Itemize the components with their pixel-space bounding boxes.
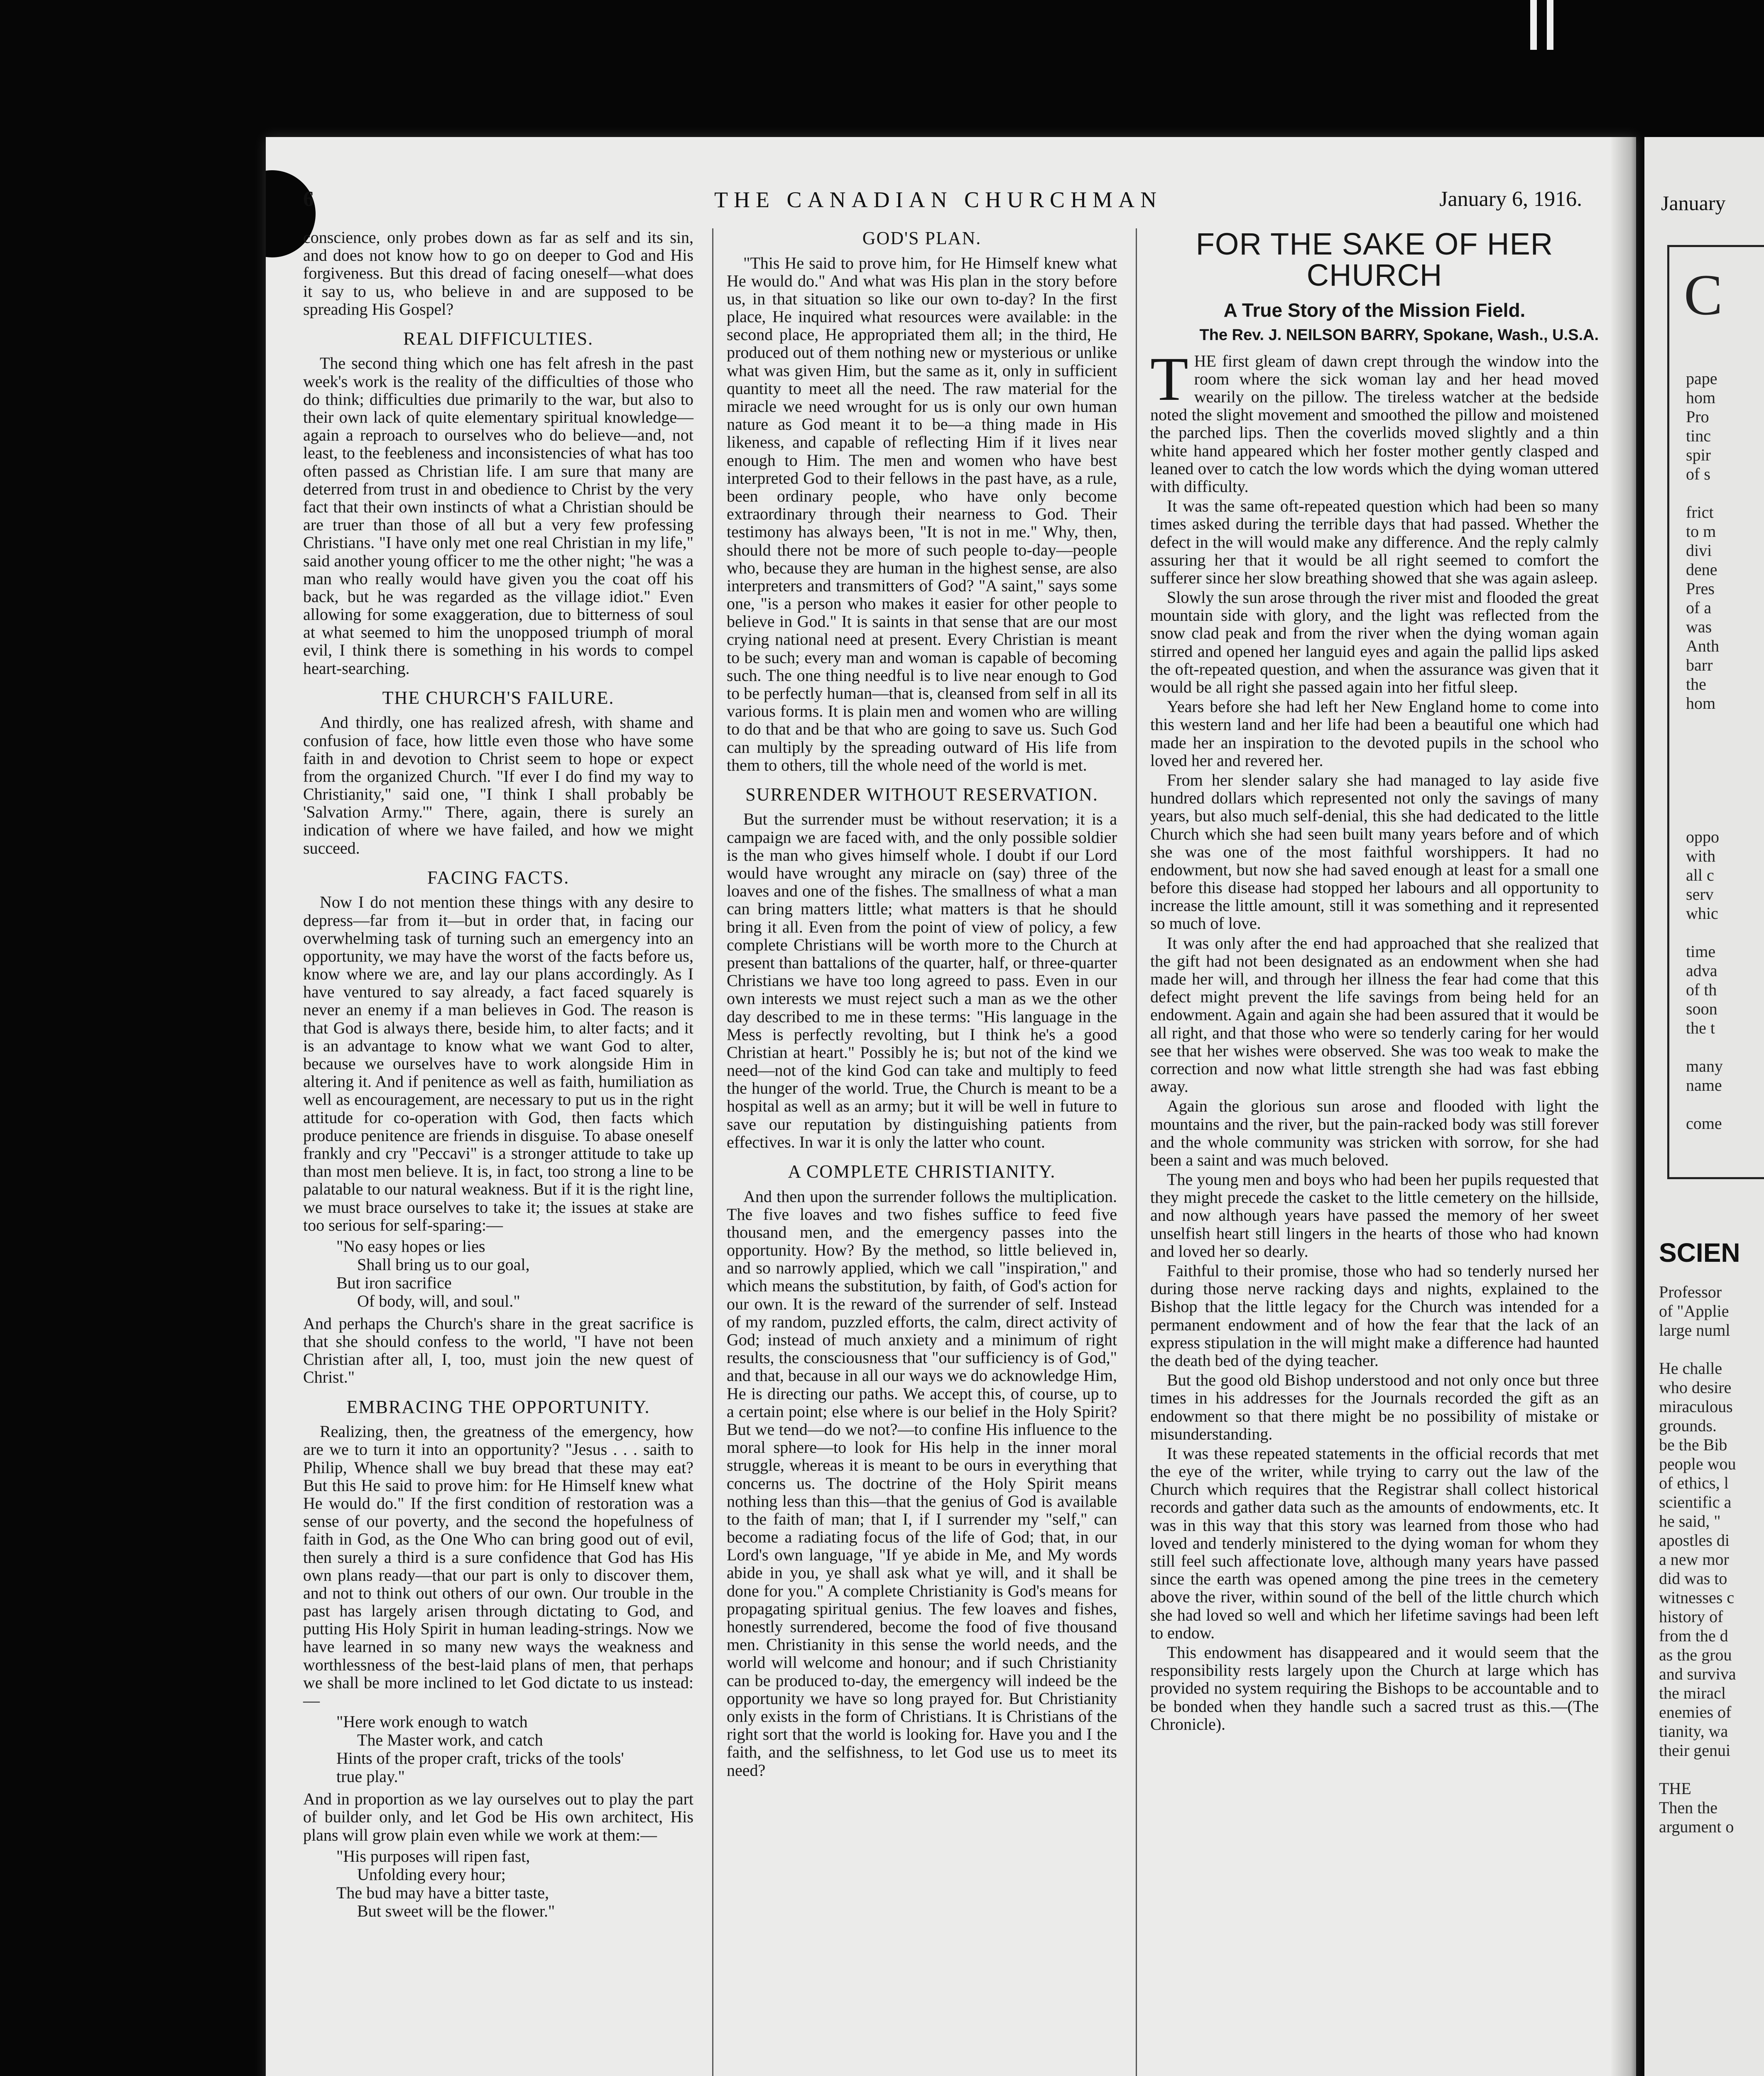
verse-line: true play.": [336, 1767, 405, 1786]
section-heading: A COMPLETE CHRISTIANITY.: [788, 1161, 1056, 1182]
paragraph: It was only after the end had approached that she realized that the gift had not been designated as an endowment when she had made her will, and through her illness the fear had come that this defect might prevent the life savings from being held for an endowment. Again and again she had been assured that it would be all right, and that those who were so tenderly caring for her would see that her wishes were observed. She was too weak to make the correction and now what little strength she had was fast ebbing away.: [1150, 933, 1599, 1096]
page-number: 6: [303, 187, 314, 211]
paragraph: This endowment has disappeared and it would seem that the responsibility rests largely upon the Church at large which has provided no system requiring the Bishops to be accountable and to be bonded when they handle such a sacred trust as this.—(The Chronicle).: [1150, 1643, 1599, 1733]
paragraph: Slowly the sun arose through the river mist and flooded the great mountain side with glory, and the light was reflected from the snow clad peak and from the river when the dying woman again stirred and opened her languid eyes and again the pallid lips asked the oft-repeated question, and when the assurance was given that it would be all right she passed again into her fitful sleep.: [1150, 588, 1599, 697]
article-title: FOR THE SAKE OF HER CHURCH: [1196, 227, 1553, 293]
adjacent-page-heading: SCIEN: [1659, 1238, 1740, 1268]
paragraph: The second thing which one has felt afresh in the past week's work is the reality of the difficulties of those who do think; difficulties due primarily to the war, but also to their own lack of quite elementary spiritual knowledge—again a reproach to ourselves who do believe—and, not least, to the feebleness and inconsistencies of what has too often passed as Christian life. I am sure that many are deterred from trust in and obedience to Christ by the very fact that their own instincts of what a Christian should be are truer than those of all but a very few professing Christians. "I have only met one real Christian in my life," said another young officer to me the other night; "he was a man who really would have given you the coat off his back, but he was regarded as the village idiot." Even allowing for some exaggeration, due to bitterness of soul at what seemed to him the unopposed triumph of moral evil, I think there is something in his words to compel heart-searching.: [303, 354, 693, 678]
text-fragment: [1659, 1340, 1736, 1359]
text-fragment: Pres: [1686, 579, 1715, 598]
verse-line: But iron sacrifice: [336, 1273, 452, 1292]
section-heading: SURRENDER WITHOUT RESERVATION.: [745, 784, 1098, 805]
verse-line: Unfolding every hour;: [357, 1865, 506, 1884]
text-fragment: come: [1686, 1114, 1722, 1133]
text-fragment: Professor: [1659, 1283, 1722, 1301]
paragraph: And thirdly, one has realized afresh, with shame and confusion of face, how little even those who have some faith in and devotion to Christ seem to hope or expect from the organized Church. "If ever I do find my way to Christianity," said one, "I think I shall probably be 'Salvation Army.'" There, again, there is surely an indication of where we have failed, and how we might succeed.: [303, 713, 693, 857]
text-fragment: the: [1686, 675, 1706, 693]
text-fragment: miraculous: [1659, 1397, 1733, 1416]
text-fragment: from the d: [1659, 1626, 1728, 1645]
text-fragment: Pro: [1686, 407, 1709, 426]
verse-quotation: [336, 1237, 693, 1310]
text-fragment: apostles di: [1659, 1531, 1730, 1550]
paragraph-text: HE first gleam of dawn crept through the window into the room where the sick woman lay and her head moved wearily on the pillow. The tireless watcher at the bedside noted the slight movement and smoothed the pillow and moistened the parched lips. Then the coverlids moved slightly and a thin white hand appeared which her foster mother gently clasped and leaned over to catch the low words which the dying woman uttered with difficulty.: [1150, 351, 1599, 496]
text-fragment: adva: [1686, 961, 1717, 980]
text-fragment: tinc: [1686, 426, 1711, 445]
text-fragment: of s: [1686, 465, 1710, 483]
paragraph: Realizing, then, the greatness of the emergency, how are we to turn it into an opportunity? "Jesus . . . saith to Philip, Whence shall we buy bread that these may eat? But this He said to prove him: for He Himself knew what He would do." If the first condition of restoration was a sense of our poverty, and the second the hopefulness of faith in God, as the One Who can bring good out of evil, then surely a third is a sure confidence that God has His own plans ready—that our part is only to discover them, and not to think out others of our own. Our trouble in the past has largely arisen through dictating to God, and putting His Holy Spirit in human leading-strings. Now we have learned in so many new ways the weakness and worthlessness of the best-laid plans of men, that perhaps we shall be more inclined to let God dictate to us instead:—: [303, 1422, 693, 1710]
text-fragment: oppo: [1686, 827, 1719, 846]
section-heading: FACING FACTS.: [427, 867, 570, 888]
paragraph: But the good old Bishop understood and not only once but three times in his addresses for the Journals recorded the gift as an endowment so that there might be no possibility of mistake or misunderstanding.: [1150, 1371, 1599, 1443]
text-fragment: frict: [1686, 503, 1714, 521]
paragraph: It was these repeated statements in the official records that met the eye of the writer, while trying to carry out the law of the Church which requires that the Registrar shall collect historical records and gather data such as the amounts of endowments, etc. It was in this way that this story was learned from those who had loved and tenderly ministered to the dying woman for whom they still feel such affectionate love, although many years have passed since the earth was opened among the pine trees in the cemetery above the river, within sound of the bell of the little church which she had loved so well and which her lifetime savings had been left to endow.: [1150, 1444, 1599, 1642]
text-fragment: whic: [1686, 904, 1718, 923]
text-fragment: soon: [1686, 999, 1717, 1018]
text-fragment: of a: [1686, 598, 1712, 617]
paragraph: [1150, 344, 1599, 496]
adjacent-page-letter: C: [1684, 263, 1723, 327]
adjacent-page-date: January: [1661, 191, 1726, 215]
text-fragment: barr: [1686, 656, 1713, 674]
text-fragment: many: [1686, 1057, 1723, 1075]
paragraph: Faithful to their promise, those who had so tenderly nursed her during those nerve racking days and nights, explained to the Bishop that the little legacy for the Church was intended for a permanent endowment and of how the fear that the lack of an express stipulation in the will might make a difference had haunted the death bed of the dying teacher.: [1150, 1261, 1599, 1370]
text-fragment: of th: [1686, 980, 1717, 999]
section-heading: THE CHURCH'S FAILURE.: [382, 687, 615, 708]
page-fold-shadow: [1611, 137, 1636, 2076]
verse-line: Shall bring us to our goal,: [357, 1255, 530, 1274]
paragraph: It was the same oft-repeated question which had been so many times asked during the terrible days that had passed. Whether the defect in the will would make any difference. And the reply calmly assuring her that it would be all right seemed to comfort the sufferer since her slow breathing showed that she was again asleep.: [1150, 497, 1599, 587]
adjacent-page-text-top: [1686, 370, 1723, 1133]
paragraph: But the surrender must be without reservation; it is a campaign we are faced with, and the only possible soldier is the man who gives himself whole. I doubt if our Lord would have wrought any miracle on (say) three of the loaves and one of the fishes. The smallness of what a man can bring matters little; what matters is that he should bring it all. Even from the point of view of policy, a few complete Christians will be worth more to the Church at present than battalions of the quarter, half, or three-quarter Christians we have too long agreed to pass. Even in our own interests we must reject such a man as we the other day described to me in these terms: "His language in the Mess is perfectly revolting, but I think he's a good Christian at heart." Possibly he is; but not of the kind we need—not of the kind God can take and multiply to feed the hunger of the world. True, the Church is meant to be a hospital as well as an army; but it will be well in future to save our reputation by distinguishing patients from effectives. In war it is only the latter who count.: [727, 810, 1117, 1151]
section-heading: REAL DIFFICULTIES.: [403, 328, 594, 349]
middle-column: [727, 228, 1117, 2076]
text-fragment: hom: [1686, 694, 1716, 712]
text-fragment: to m: [1686, 522, 1716, 541]
text-fragment: was: [1686, 617, 1712, 636]
text-fragment: large numl: [1659, 1321, 1730, 1339]
text-fragment: their genui: [1659, 1741, 1731, 1760]
verse-quotation: [336, 1713, 693, 1786]
paragraph: Years before she had left her New England home to come into this western land and her life had been a beautiful one which had made her an inspiration to the devoted pupils in the school who loved her and revered her.: [1150, 697, 1599, 770]
text-fragment: hom: [1686, 388, 1716, 407]
newspaper-page: [266, 137, 1636, 2076]
text-fragment: [1686, 1095, 1723, 1114]
film-edge-mark: [1530, 0, 1537, 50]
text-fragment: spir: [1686, 446, 1711, 464]
verse-quotation: [336, 1847, 693, 1920]
text-fragment: [1686, 752, 1723, 771]
text-fragment: did was to: [1659, 1569, 1727, 1588]
paragraph: conscience, only probes down as far as self and its sin, and does not know how to go on deeper to God and His forgiveness. But this dread of facing oneself—what does it say to us, who believe in and are supposed to be spreading His Gospel?: [303, 228, 693, 318]
text-fragment: of "Applie: [1659, 1302, 1729, 1320]
text-fragment: he said, ": [1659, 1512, 1721, 1530]
text-fragment: scientific a: [1659, 1493, 1732, 1511]
article-byline: The Rev. J. NEILSON BARRY, Spokane, Wash., U.S.A.: [1199, 326, 1599, 344]
text-fragment: grounds.: [1659, 1416, 1717, 1435]
adjacent-page-text-bottom: [1659, 1283, 1736, 1837]
text-fragment: and surviva: [1659, 1665, 1736, 1683]
text-fragment: a new mor: [1659, 1550, 1729, 1569]
verse-line: "His purposes will ripen fast,: [336, 1846, 530, 1865]
text-fragment: THE: [1659, 1779, 1691, 1798]
paragraph: Again the glorious sun arose and flooded with light the mountains and the river, but the pain-racked body was still forever and the whole community was stricken with sorrow, for she had been a saint and was much beloved.: [1150, 1097, 1599, 1169]
text-fragment: dene: [1686, 560, 1717, 579]
masthead: THE CANADIAN CHURCHMAN: [714, 187, 1163, 212]
text-fragment: [1686, 809, 1723, 828]
text-fragment: all c: [1686, 866, 1714, 884]
verse-line: The bud may have a bitter taste,: [336, 1883, 549, 1902]
paragraph: And perhaps the Church's share in the great sacrifice is that she should confess to the world, "I have not been Christian after all, I, too, must join the new quest of Christ.": [303, 1314, 693, 1387]
verse-line: Of body, will, and soul.": [357, 1291, 520, 1310]
text-fragment: enemies of: [1659, 1703, 1732, 1721]
text-fragment: be the Bib: [1659, 1435, 1727, 1454]
article-subtitle: A True Story of the Mission Field.: [1223, 299, 1526, 321]
text-fragment: history of: [1659, 1607, 1723, 1626]
paragraph: From her slender salary she had managed to lay aside five hundred dollars which represented not only the savings of many years, but also much self-denial, this she had dedicated to the little Church which she had seen built many years before and of which she was one of the most faithful worshippers. It had no endowment, but now she had saved enough at least for a small one before this disease had stopped her labours and all opportunity to increase the little amount, still it was something and it represented so much of love.: [1150, 770, 1599, 933]
text-fragment: the t: [1686, 1018, 1715, 1037]
paragraph: And in proportion as we lay ourselves out to play the part of builder only, and let God be His own architect, His plans will grow plain even while we work at them:—: [303, 1790, 693, 1844]
text-fragment: with: [1686, 847, 1716, 865]
paragraph: "This He said to prove him, for He Himself knew what He would do." And what was His plan in the story before us, in that situation so like our own to-day? In the first place, He inquired what resources were available: in the second place, He appropriated them all; in the third, He produced out of them nothing new or mysterious or unlike what was given Him, but the same as it, only in sufficient quantity to meet all the need. The raw material for the miracle we need wrought for us is only our own human nature as God meant it to be—a thing made in His likeness, and capable of reflecting Him if it lives near enough to Him. The men and women who have best interpreted God to their fellows in the past have, as a rule, been ordinary people, who have only become extraordinary through their nearness to God. Their testimony has always been, "It is not in me." Why, then, should there not be more of such people to-day—people who, because they are human in the highest sense, are also interpreters and transmitters of God? "A saint," says some one, "is a person who makes it easier for other people to believe in God." It is saints in that sense that are our most crying national need at present. Every Christian is meant to be such; every man and woman is capable of becoming such. The one thing needful is to live near enough to God to be perfectly human—that is, cleansed from self in all its various forms. It is plain men and women who are willing to do that and be that who are going to save us. Such God can multiply by the spreading outward of His life from them to others, till the whole need of the world is met.: [727, 253, 1117, 774]
text-fragment: divi: [1686, 541, 1712, 560]
text-fragment: of ethics, l: [1659, 1474, 1729, 1492]
paragraph: And then upon the surrender follows the multiplication. The five loaves and two fishes suffice to feed five thousand men, and the emergency passes into the opportunity. How? By the method, so little believed in, and so narrowly applied, which we call "inspiration," and which means the substitution, by faith, of God's action for our own. It is the reward of the surrender of self. Instead of my random, puzzled efforts, the calm, direct activity of God; instead of much anxiety and a minimum of right results, the consciousness that "our sufficiency is of God," and that, because in all our ways we do acknowledge Him, He is directing our paths. We accept this, of course, up to a certain point; else where is our belief in the Holy Spirit? But we tend—do we not?—to confine His influence to the moral sphere—to look for His help in the inner moral struggle, whereas it is meant to be ours in everything that concerns us. The doctrine of the Holy Spirit means nothing less than this—that the genius of God is available to the faith of man; that I, if I surrender my "self," can become a radiating focus of the life of God; that, in our Lord's own language, "If ye abide in Me, and My words abide in you, ye shall ask what ye will, and it shall be done for you." A complete Christianity is God's means for propagating spiritual genius. The few loaves and fishes, honestly surrendered, become the food of five thousand men. Christianity in this sense the world needs, and the world will welcome and honour; and if such Christianity can be produced to-day, the emergency will indeed be the opportunity we have so long prayed for. But Christianity only exists in the form of Christians. It is Christians of the right sort that the world is looking for. Have you and I the faith, and the selfishness, to let God use us to meet its need?: [727, 1187, 1117, 1780]
text-fragment: [1686, 484, 1723, 503]
film-edge-mark: [1547, 0, 1553, 50]
column-rule: [1136, 228, 1137, 2076]
text-fragment: [1686, 713, 1723, 732]
text-fragment: Anth: [1686, 637, 1719, 655]
text-fragment: people wou: [1659, 1454, 1736, 1473]
paragraph: The young men and boys who had been her pupils requested that they might precede the casket to the little cemetery on the hillside, and now although years have passed the memory of her sweet unselfish heart still lingers in the hearts of those who had known and loved her so dearly.: [1150, 1170, 1599, 1261]
text-fragment: witnesses c: [1659, 1588, 1735, 1607]
verse-line: But sweet will be the flower.": [357, 1901, 555, 1920]
section-heading: EMBRACING THE OPPORTUNITY.: [346, 1396, 650, 1417]
text-fragment: [1686, 732, 1723, 752]
drop-cap: T: [1150, 344, 1188, 414]
verse-line: The Master work, and catch: [357, 1731, 543, 1750]
text-fragment: He challe: [1659, 1359, 1722, 1378]
text-fragment: [1686, 1038, 1723, 1057]
verse-line: "Here work enough to watch: [336, 1712, 528, 1731]
text-fragment: as the grou: [1659, 1645, 1732, 1664]
text-fragment: argument o: [1659, 1817, 1734, 1836]
verse-line: Hints of the proper craft, tricks of the tools': [336, 1749, 624, 1768]
text-fragment: pape: [1686, 369, 1717, 388]
text-fragment: the miracl: [1659, 1684, 1726, 1702]
text-fragment: tianity, wa: [1659, 1722, 1728, 1741]
paragraph: Now I do not mention these things with any desire to depress—far from it—but in order that, in facing our overwhelming task of turning such an emergency into an opportunity, we may have the worst of the facts before us, know where we are, and lay our plans accordingly. As I have ventured to say already, a fact faced squarely is never an enemy if a man believes in God. The reason is that God is always there, beside him, to alter facts; and it is an advantage to know what we want God to alter, because we ourselves have to work alongside Him in altering it. And if penitence as well as faith, humiliation as well as encouragement, are necessary to put us in the right attitude for co-operation with God, then facts which produce penitence are friends in disguise. To abase oneself frankly and cry "Peccavi" is a stronger attitude to take up than most men believe. It is, in fact, too strong a line to be palatable to our natural weakness. But if it is the right line, we must brace ourselves to take it; the issues at stake are too serious for self-sparing:—: [303, 893, 693, 1234]
issue-date: January 6, 1916.: [1439, 187, 1582, 211]
text-fragment: [1686, 790, 1723, 809]
running-head: [266, 187, 1636, 224]
verse-line: "No easy hopes or lies: [336, 1236, 485, 1256]
column-rule: [712, 228, 713, 2076]
section-heading: GOD'S PLAN.: [862, 228, 982, 248]
text-fragment: time: [1686, 942, 1716, 961]
text-fragment: [1686, 923, 1723, 943]
adjacent-page-fragment: [1644, 137, 1764, 2076]
text-fragment: [1686, 771, 1723, 790]
text-fragment: who desire: [1659, 1378, 1732, 1397]
right-column: [1150, 228, 1599, 2076]
text-fragment: [1659, 1760, 1736, 1780]
text-fragment: serv: [1686, 885, 1714, 903]
text-fragment: Then the: [1659, 1798, 1718, 1817]
text-fragment: name: [1686, 1076, 1722, 1094]
left-column: [303, 228, 693, 2076]
